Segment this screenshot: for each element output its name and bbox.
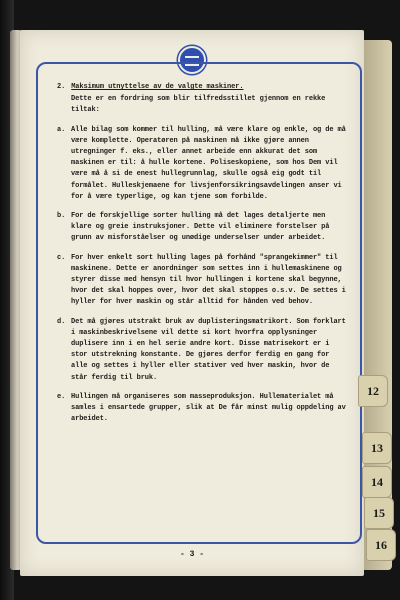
section-number: 2. bbox=[57, 83, 66, 91]
list-item-a bbox=[57, 125, 349, 203]
list-item-text: For de forskjellige sorter hulling må det lages detaljerte men klare og greie instruksjoner. Dette vil eliminere forstelser på grunn av misforståelser og unødige underselser under arbeidet. bbox=[71, 212, 330, 243]
list-item-letter: c. bbox=[57, 253, 66, 262]
list-item-text: For hver enkelt sort hulling lages på forhånd "sprangekimmer" til maskinene. Dette er anordninger som settes inn i hullemaskinene og styrer disse med hensyn til hvor hullingen i kortene skal begynne, hvor det skal hoppes over, hvor det skal stoppes o.s.v. De settes i hyller for hver maskin og står alltid for hånden ved behov. bbox=[71, 253, 346, 307]
list-item-text: Alle bilag som kommer til hulling, må være klare og enkle, og de må være komplette. Operatøren på maskinen må ikke gjøre annen utregninger f. eks., eller annet arbeide enn akkurat det som maskinen er til: å hulle kortene. Poliseskopiene, som hos Dem vil være må å si de enest hullegrunnlag, skulle også eig godt til formålet. Hulleskjemaene for livsjenforsikringsavdelingen anser vi for å være typerlige, og kan tjene som forbilde. bbox=[71, 125, 346, 201]
list-item-b bbox=[57, 211, 349, 245]
tab-14[interactable]: 14 bbox=[362, 466, 392, 498]
intro-paragraph: Dette er en fordring som blir tilfredsstillet gjennom en rekke tiltak: bbox=[71, 95, 326, 115]
tab-12[interactable]: 12 bbox=[358, 375, 388, 407]
list-item-letter: d. bbox=[57, 317, 66, 326]
tab-15[interactable]: 15 bbox=[364, 497, 394, 529]
list-item-letter: a. bbox=[57, 125, 66, 134]
section-title: Maksimum utnyttelse av de valgte maskiner. bbox=[71, 83, 244, 91]
page-content bbox=[57, 82, 349, 425]
page-number: - 3 - bbox=[179, 550, 204, 559]
list-item-c bbox=[57, 253, 349, 309]
tab-13[interactable]: 13 bbox=[362, 432, 392, 464]
list-item-text: Hullingen må organiseres som masseproduksjon. Hullematerialet må samles i ensartede grupper, slik at De får minst mulig oppdeling av arbeidet. bbox=[71, 392, 346, 424]
list-item-letter: b. bbox=[57, 212, 66, 221]
document-page bbox=[20, 30, 364, 576]
list-item-text: Det må gjøres utstrakt bruk av duplisteringsmatrikort. Som forklart i maskinbeskrivelsene vil dette si kort hvorfra opplysninger duplisere inn i en hel serie andre kort. Disse matrisekort er i stor utstrekning konstante. De gjøres derfor ferdig en gang for alle og settes i hyller eller stativer ved hver maskin, hvor de står ferdig til bruk. bbox=[71, 317, 346, 382]
list-item-letter: e. bbox=[57, 392, 66, 401]
list-item-d bbox=[57, 317, 349, 384]
section-heading bbox=[57, 82, 349, 93]
tab-16[interactable]: 16 bbox=[366, 529, 396, 561]
list-item-e bbox=[57, 392, 349, 426]
